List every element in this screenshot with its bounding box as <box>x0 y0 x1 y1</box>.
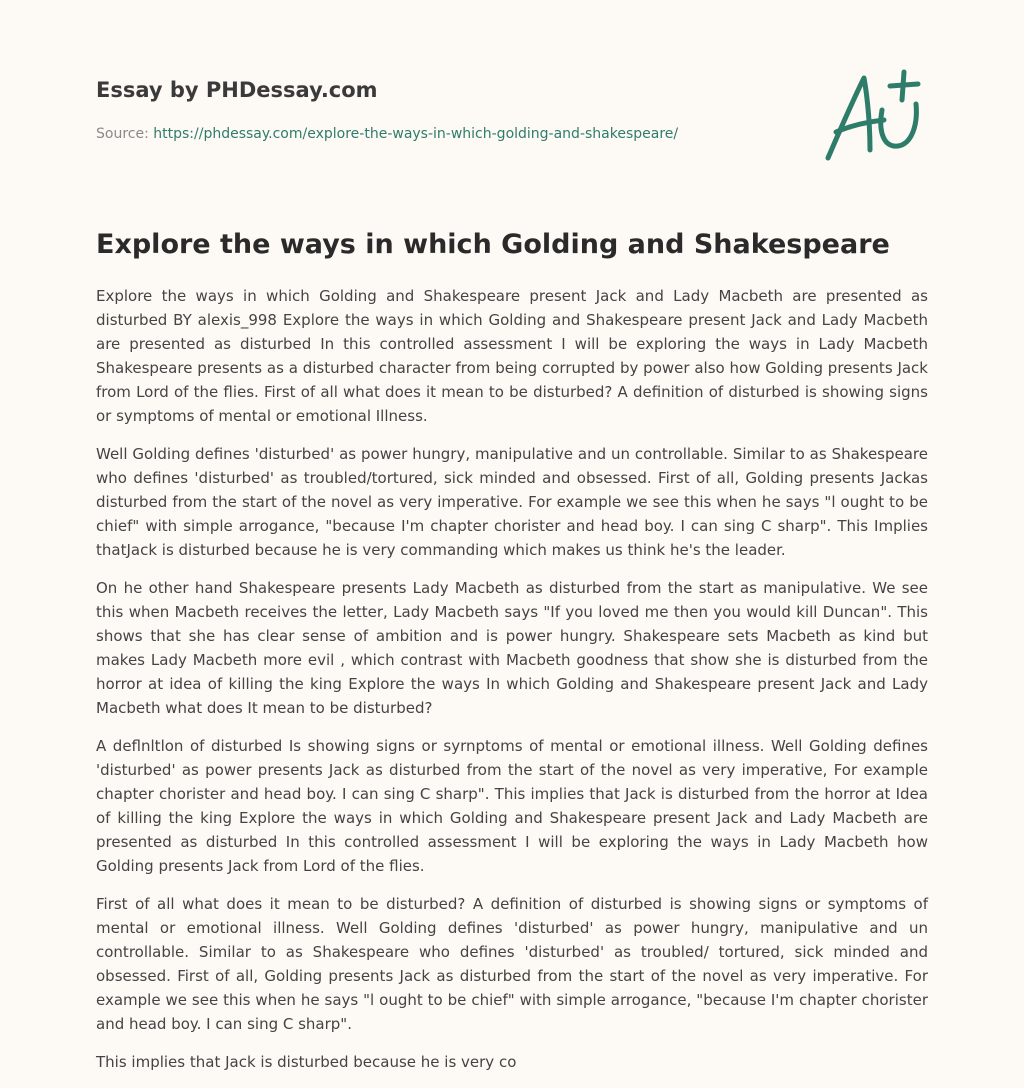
essay-title: Explore the ways in which Golding and Shakespeare <box>96 229 890 260</box>
source-line <box>96 124 678 144</box>
essay-paragraph-truncated: This implies that Jack is disturbed because he is very co <box>96 1053 517 1071</box>
essay-paragraph: First of all what does it mean to be disturbed? A definition of disturbed is showing signs or symptoms of mental or emotional illness. Well Golding defines 'disturbed' as power hungry, manipulative and un controllable. Similar to as Shakespeare who defines 'disturbed' as troubled/ tortured, sick minded and obsessed. First of all, Golding presents Jack as disturbed from the start of the novel as very imperative. For example we see this when he says "l ought to be chief" with simple arrogance, "because I'm chapter chorister and head boy. I can sing C sharp". <box>96 895 928 1033</box>
site-title: Essay by PHDessay.com <box>96 78 378 102</box>
essay-body <box>96 284 928 1088</box>
essay-paragraph: On he other hand Shakespeare presents Lady Macbeth as disturbed from the start as manipulative. We see this when Macbeth receives the letter, Lady Macbeth says "If you loved me then you would kill Duncan". This shows that she has clear sense of ambition and is power hungry. Shakespeare sets Macbeth as kind but makes Lady Macbeth more evil , which contrast with Macbeth goodness that show she is disturbed from the horror at idea of killing the king Explore the ways In which Golding and Shakespeare present Jack and Lady Macbeth what does It mean to be disturbed? <box>96 579 928 717</box>
source-label: Source: <box>96 126 154 142</box>
essay-paragraph: A deflnltlon of disturbed Is showing signs or syrnptoms of mental or emotional illness. Well Golding defines 'disturbed' as power presents Jack as disturbed from the start of the novel as very imperative, For example chapter chorister and head boy. I can sing C sharp". This implies that Jack is disturbed from the horror at Idea of killing the king Explore the ways in which Golding and Shakespeare present Jack and Lady Macbeth are presented as disturbed In this controlled assessment I will be exploring the ways in Lady Macbeth how Golding presents Jack from Lord of the flies. <box>96 737 928 875</box>
a-plus-logo-icon <box>818 66 928 166</box>
logo-swash <box>881 104 917 146</box>
essay-paragraph: Explore the ways in which Golding and Shakespeare present Jack and Lady Macbeth are presented as disturbed BY alexis_998 Explore the ways in which Golding and Shakespeare present Jack and Lady Macbeth are presented as disturbed In this controlled assessment I will be exploring the ways in Lady Macbeth Shakespeare presents as a disturbed character from being corrupted by power also how Golding presents Jack from Lord of the flies. First of all what does it mean to be disturbed? A definition of disturbed is showing signs or symptoms of mental or emotional Illness. <box>96 287 928 425</box>
essay-paragraph: Well Golding defines 'disturbed' as power hungry, manipulative and un controllable. Similar to as Shakespeare who defines 'disturbed' as troubled/tortured, sick minded and obsessed. First of all, Golding presents Jackas disturbed from the start of the novel as very imperative. For example we see this when he says "l ought to be chief" with simple arrogance, "because I'm chapter chorister and head boy. I can sing C sharp". This Implies thatJack is disturbed because he is very commanding which makes us think he's the leader. <box>96 445 928 559</box>
logo-letter-a-stroke <box>828 78 870 158</box>
logo-plus-horizontal <box>890 84 918 86</box>
source-link[interactable]: https://phdessay.com/explore-the-ways-in-which-golding-and-shakespeare/ <box>153 126 679 142</box>
